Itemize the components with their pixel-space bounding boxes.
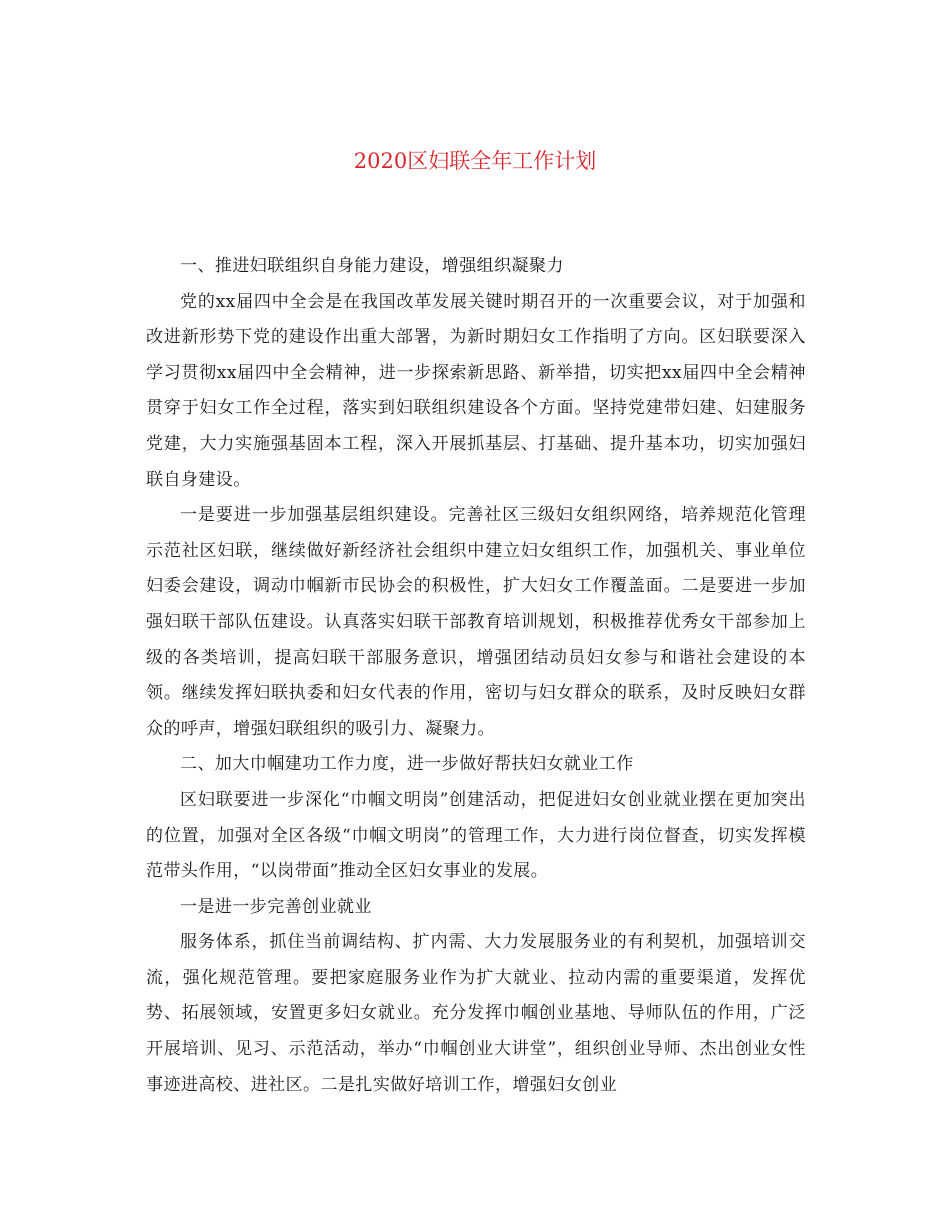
section-heading-1: 一、推进妇联组织自身能力建设，增强组织凝聚力 [180,256,564,276]
document-title: 2020区妇联全年工作计划 [353,149,597,173]
document-body [146,249,806,1103]
body-paragraph: 党的xx届四中全会是在我国改革发展关键时期召开的一次重要会议，对于加强和改进新形势下党的建设作出重大部署，为新时期妇女工作指明了方向。区妇联要深入学习贯彻xx届四中全会精神，进一步探索新思路、新举措，切实把xx届四中全会精神贯穿于妇女工作全过程，落实到妇联组织建设各个方面。坚持党建带妇建、妇建服务党建，大力实施强基固本工程，深入开展抓基层、打基础、提升基本功，切实加强妇联自身建设。 [146,291,806,490]
section-heading-2: 二、加大巾帼建功工作力度，进一步做好帮扶妇女就业工作 [180,754,634,775]
body-paragraph: 区妇联要进一步深化“巾帼文明岗”创建活动，把促进妇女创业就业摆在更加突出的位置，加强对全区各级“巾帼文明岗”的管理工作，大力进行岗位督查，切实发挥模范带头作用，“以岗带面”推动全区妇女事业的发展。 [146,789,806,882]
sub-heading: 一是进一步完善创业就业 [180,896,372,917]
body-paragraph: 服务体系，抓住当前调结构、扩内需、大力发展服务业的有利契机，加强培训交流，强化规范管理。要把家庭服务业作为扩大就业、拉动内需的重要渠道，发挥优势、拓展领域，安置更多妇女就业。充分发挥巾帼创业基地、导师队伍的作用，广泛开展培训、见习、示范活动，举办“巾帼创业大讲堂”，组织创业导师、杰出创业女性事迹进高校、进社区。二是扎实做好培训工作，增强妇女创业 [146,932,806,1095]
body-paragraph: 一是要进一步加强基层组织建设。完善社区三级妇女组织网络，培养规范化管理示范社区妇联，继续做好新经济社会组织中建立妇女组织工作，加强机关、事业单位妇委会建设，调动巾帼新市民协会的积极性，扩大妇女工作覆盖面。二是要进一步加强妇联干部队伍建设。认真落实妇联干部教育培训规划，积极推荐优秀女干部参加上级的各类培训，提高妇联干部服务意识，增强团结动员妇女参与和谐社会建设的本领。继续发挥妇联执委和妇女代表的作用，密切与妇女群众的联系，及时反映妇女群众的呼声，增强妇联组织的吸引力、凝聚力。 [146,505,806,739]
